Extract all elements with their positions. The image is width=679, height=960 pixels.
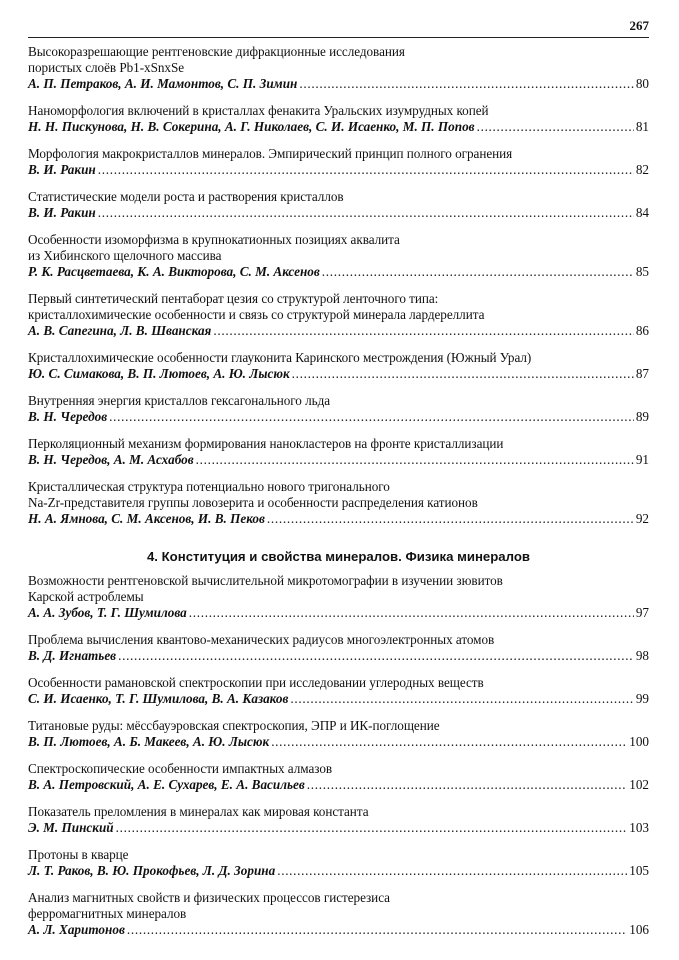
entry-authors-line: [28, 323, 649, 339]
entry-title-line: Карской астроблемы: [28, 589, 144, 604]
toc-entry[interactable]: [28, 146, 649, 178]
entry-authors-line: [28, 409, 649, 425]
entry-authors: Э. М. Пинский: [28, 820, 114, 835]
entry-authors: В. Д. Игнатьев: [28, 648, 117, 663]
dot-leader: [196, 452, 634, 468]
entry-page-number: 97: [635, 605, 649, 620]
entry-authors: В. Н. Чередов: [28, 409, 108, 424]
entry-authors-line: [28, 76, 649, 92]
entry-title-line: Особенности рамановской спектроскопии при исследовании углеродных веществ: [28, 675, 484, 690]
entry-title-line: Особенности изоморфизма в крупнокатионных позициях аквалита: [28, 232, 400, 247]
toc-entry[interactable]: [28, 479, 649, 527]
entry-authors: В. А. Петровский, А. Е. Сухарев, Е. А. Васильев: [28, 777, 305, 792]
entry-page-number: 106: [629, 922, 649, 937]
entry-authors-line: [28, 691, 649, 707]
entry-title-line: Морфология макрокристаллов минералов. Эмпирический принцип полного огранения: [28, 146, 513, 161]
entry-page-number: 91: [635, 452, 649, 467]
entry-authors: Р. К. Расцветаева, К. А. Викторова, С. М. Аксенов: [28, 264, 320, 279]
toc-entry[interactable]: [28, 103, 649, 135]
dot-leader: [307, 777, 627, 793]
entry-authors-line: [28, 820, 649, 836]
dot-leader: [116, 820, 628, 836]
entry-authors-line: [28, 119, 649, 135]
toc-entry[interactable]: [28, 804, 649, 836]
toc-entry[interactable]: [28, 393, 649, 425]
entry-authors-line: [28, 922, 649, 938]
entry-page-number: 85: [635, 264, 649, 279]
entry-title-line: Статистические модели роста и растворения кристаллов: [28, 189, 344, 204]
entry-page-number: 81: [635, 119, 649, 134]
entry-authors: В. И. Ракин: [28, 162, 96, 177]
toc-list-section-4: [28, 573, 649, 938]
entry-title-line: Проблема вычисления квантово-механических радиусов многоэлектронных атомов: [28, 632, 495, 647]
dot-leader: [267, 511, 634, 527]
entry-title-line: Показатель преломления в минералах как мировая константа: [28, 804, 369, 819]
entry-page-number: 100: [629, 734, 649, 749]
toc-entry[interactable]: [28, 761, 649, 793]
dot-leader: [477, 119, 634, 135]
entry-title-line: Первый синтетический пентаборат цезия со структурой ленточного типа:: [28, 291, 439, 306]
dot-leader: [118, 648, 634, 664]
entry-authors: Н. Н. Пискунова, Н. В. Сокерина, А. Г. Николаев, С. И. Исаенко, М. П. Попов: [28, 119, 475, 134]
toc-entry[interactable]: [28, 718, 649, 750]
entry-page-number: 99: [635, 691, 649, 706]
entry-authors-line: [28, 162, 649, 178]
entry-page-number: 103: [629, 820, 649, 835]
toc-entry[interactable]: [28, 847, 649, 879]
entry-page-number: 82: [635, 162, 649, 177]
toc-entry[interactable]: [28, 632, 649, 664]
entry-title-line: Наноморфология включений в кристаллах фенакита Уральских изумрудных копей: [28, 103, 489, 118]
toc-entry[interactable]: [28, 890, 649, 938]
entry-title-line: Титановые руды: мёссбауэровская спектроскопия, ЭПР и ИК-поглощение: [28, 718, 440, 733]
entry-title-line: Перколяционный механизм формирования нанокластеров на фронте кристаллизации: [28, 436, 504, 451]
dot-leader: [213, 323, 633, 339]
entry-page-number: 87: [635, 366, 649, 381]
header-rule: [28, 37, 649, 38]
entry-title-line: Кристаллическая структура потенциально нового тригонального: [28, 479, 390, 494]
toc-list-section-3: [28, 44, 649, 527]
entry-authors-line: [28, 863, 649, 879]
section-title: 4. Конституция и свойства минералов. Физика минералов: [146, 549, 531, 564]
toc-entry[interactable]: [28, 291, 649, 339]
toc-entry[interactable]: [28, 675, 649, 707]
entry-page-number: 89: [635, 409, 649, 424]
dot-leader: [292, 366, 634, 382]
entry-page-number: 105: [629, 863, 649, 878]
entry-page-number: 102: [629, 777, 649, 792]
dot-leader: [109, 409, 634, 425]
entry-authors: А. В. Сапегина, Л. В. Шванская: [28, 323, 212, 338]
entry-authors-line: [28, 452, 649, 468]
entry-title-line: Спектроскопические особенности импактных алмазов: [28, 761, 333, 776]
entry-title-line: Протоны в кварце: [28, 847, 129, 862]
toc-entry[interactable]: [28, 573, 649, 621]
entry-page-number: 92: [635, 511, 649, 526]
dot-leader: [189, 605, 634, 621]
entry-title-line: Na-Zr-представителя группы ловозерита и особенности распределения катионов: [28, 495, 478, 510]
entry-page-number: 80: [635, 76, 649, 91]
dot-leader: [271, 734, 627, 750]
dot-leader: [322, 264, 634, 280]
entry-authors: Н. А. Ямнова, С. М. Аксенов, И. В. Пеков: [28, 511, 265, 526]
entry-authors: А. А. Зубов, Т. Г. Шумилова: [28, 605, 187, 620]
entry-authors-line: [28, 605, 649, 621]
entry-authors-line: [28, 264, 649, 280]
entry-authors-line: [28, 648, 649, 664]
entry-authors: С. И. Исаенко, Т. Г. Шумилова, В. А. Казаков: [28, 691, 289, 706]
toc-entry[interactable]: [28, 232, 649, 280]
dot-leader: [98, 162, 634, 178]
entry-title-line: пористых слоёв Pb1-xSnxSe: [28, 60, 185, 75]
entry-page-number: 98: [635, 648, 649, 663]
entry-authors: Ю. С. Симакова, В. П. Лютоев, А. Ю. Лысюк: [28, 366, 290, 381]
dot-leader: [277, 863, 627, 879]
dot-leader: [290, 691, 633, 707]
entry-title-line: Внутренняя энергия кристаллов гексагонального льда: [28, 393, 331, 408]
toc-entry[interactable]: [28, 189, 649, 221]
entry-title-line: кристаллохимические особенности и связь со структурой минерала лардереллита: [28, 307, 485, 322]
entry-title-line: из Хибинского щелочного массива: [28, 248, 222, 263]
entry-authors-line: [28, 366, 649, 382]
entry-title-line: Кристаллохимические особенности глауконита Каринского местрождения (Южный Урал): [28, 350, 532, 365]
toc-entry[interactable]: [28, 350, 649, 382]
dot-leader: [299, 76, 633, 92]
entry-page-number: 84: [635, 205, 649, 220]
dot-leader: [127, 922, 627, 938]
entry-authors-line: [28, 511, 649, 527]
toc-entry[interactable]: [28, 436, 649, 468]
entry-authors-line: [28, 205, 649, 221]
entry-authors: В. П. Лютоев, А. Б. Макеев, А. Ю. Лысюк: [28, 734, 270, 749]
entry-authors: В. Н. Чередов, А. М. Асхабов: [28, 452, 194, 467]
entry-authors-line: [28, 777, 649, 793]
entry-authors: А. П. Петраков, А. И. Мамонтов, С. П. Зимин: [28, 76, 298, 91]
entry-authors: Л. Т. Раков, В. Ю. Прокофьев, Л. Д. Зорина: [28, 863, 276, 878]
toc-entry[interactable]: [28, 44, 649, 92]
entry-title-line: Анализ магнитных свойств и физических процессов гистерезиса: [28, 890, 390, 905]
entry-title-line: Высокоразрешающие рентгеновские дифракционные исследования: [28, 44, 405, 59]
table-of-contents: [28, 44, 649, 949]
entry-authors: А. Л. Харитонов: [28, 922, 125, 937]
dot-leader: [98, 205, 634, 221]
entry-title-line: ферромагнитных минералов: [28, 906, 187, 921]
page-number: 267: [629, 18, 649, 33]
entry-title-line: Возможности рентгеновской вычислительной микротомографии в изучении зювитов: [28, 573, 503, 588]
entry-authors: В. И. Ракин: [28, 205, 96, 220]
entry-page-number: 86: [635, 323, 649, 338]
entry-authors-line: [28, 734, 649, 750]
